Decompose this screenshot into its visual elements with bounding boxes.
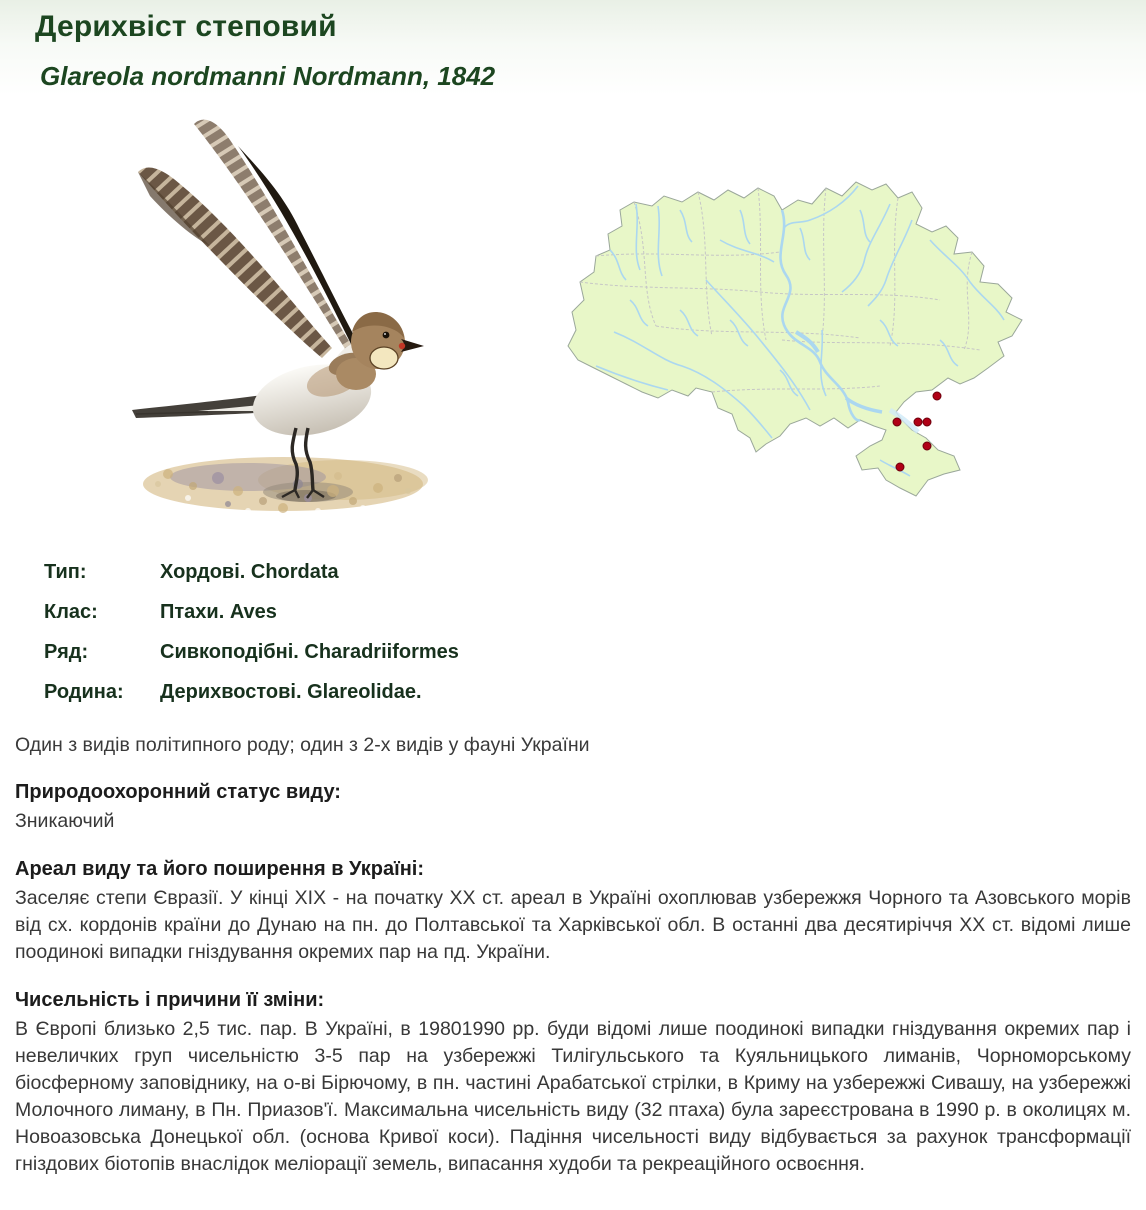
- bird-illustration: [98, 106, 460, 538]
- section-population: [15, 987, 1131, 1178]
- record-dot: [893, 418, 901, 426]
- taxonomy-value: Хордові. Chordata: [160, 561, 339, 583]
- bird-head: [351, 312, 424, 369]
- taxonomy-row: [44, 552, 1146, 592]
- figures-row: [0, 104, 1146, 542]
- bird-tail: [132, 394, 274, 418]
- taxonomy-row: [44, 592, 1146, 632]
- section-population-body: В Європі близько 2,5 тис. пар. В Україні, в 19801990 рр. буди відомі лише поодинокі випадки гніздування окремих пар і невеличких груп чисельністю 3-5 пар на узбережжі Тилігульського та Куяльницького лиманів, Чорноморському біосферному заповіднику, на о-ві Бірючому, в пн. частині Арабатської стрілки, в Криму на узбережжі Сивашу, на узбережжі Молочного лиману, в Пн. Приазов'ї. Максимальна чисельність виду (32 птаха) була зареєстрована в 1990 р. в околицях м. Новоазовська Донецької обл. (основа Кривої коси). Падіння чисельності виду відбувається за рахунок трансформації гніздових біотопів внаслідок меліорації земель, випасання худоби та рекреаційного освоєння.: [15, 1018, 1131, 1175]
- taxonomy-value: Сивкоподібні. Charadriiformes: [160, 641, 459, 663]
- taxonomy-label: Клас:: [44, 601, 98, 623]
- record-dot: [896, 463, 904, 471]
- taxonomy-value: Дерихвостові. Glareolidae.: [160, 681, 422, 703]
- page-title: Дерихвіст степовий: [35, 10, 337, 43]
- taxonomy-label: Тип:: [44, 561, 87, 583]
- section-status-heading: Природоохоронний статус виду:: [15, 781, 341, 803]
- range-map: [560, 140, 1025, 505]
- record-dot: [933, 392, 941, 400]
- taxonomy-table: [44, 552, 1146, 712]
- taxonomy-value: Птахи. Aves: [160, 601, 277, 623]
- bird-eye: [383, 332, 390, 339]
- record-dot: [923, 442, 931, 450]
- scientific-name: Glareola nordmanni Nordmann, 1842: [40, 61, 496, 91]
- section-population-heading: Чисельність і причини її зміни:: [15, 989, 325, 1011]
- section-range: [15, 856, 1131, 966]
- intro-text: Один з видів політипного роду; один з 2-х видів у фауні України: [15, 734, 590, 756]
- section-range-heading: Ареал виду та його поширення в Україні:: [15, 858, 424, 880]
- taxonomy-row: [44, 672, 1146, 712]
- record-dot: [923, 418, 931, 426]
- section-range-body: Заселяє степи Євразії. У кінці XIX - на початку XX ст. ареал в Україні охоплював узбережжя Чорного та Азовського морів від сх. кордонів країни до Дунаю на пн. до Полтавської та Харківської обл. В останні два десятиріччя XX ст. відомі лише поодинокі випадки гніздування окремих пар на пд. України.: [15, 887, 1131, 963]
- bird-ground: [143, 457, 428, 514]
- taxonomy-label: Ряд:: [44, 641, 89, 663]
- bird-gape-spot: [399, 343, 405, 349]
- record-dot: [914, 418, 922, 426]
- section-status: [15, 779, 1131, 835]
- species-page: [0, 10, 1146, 1178]
- taxonomy-row: [44, 632, 1146, 672]
- taxonomy-label: Родина:: [44, 681, 124, 703]
- section-status-body: Зникаючий: [15, 810, 115, 832]
